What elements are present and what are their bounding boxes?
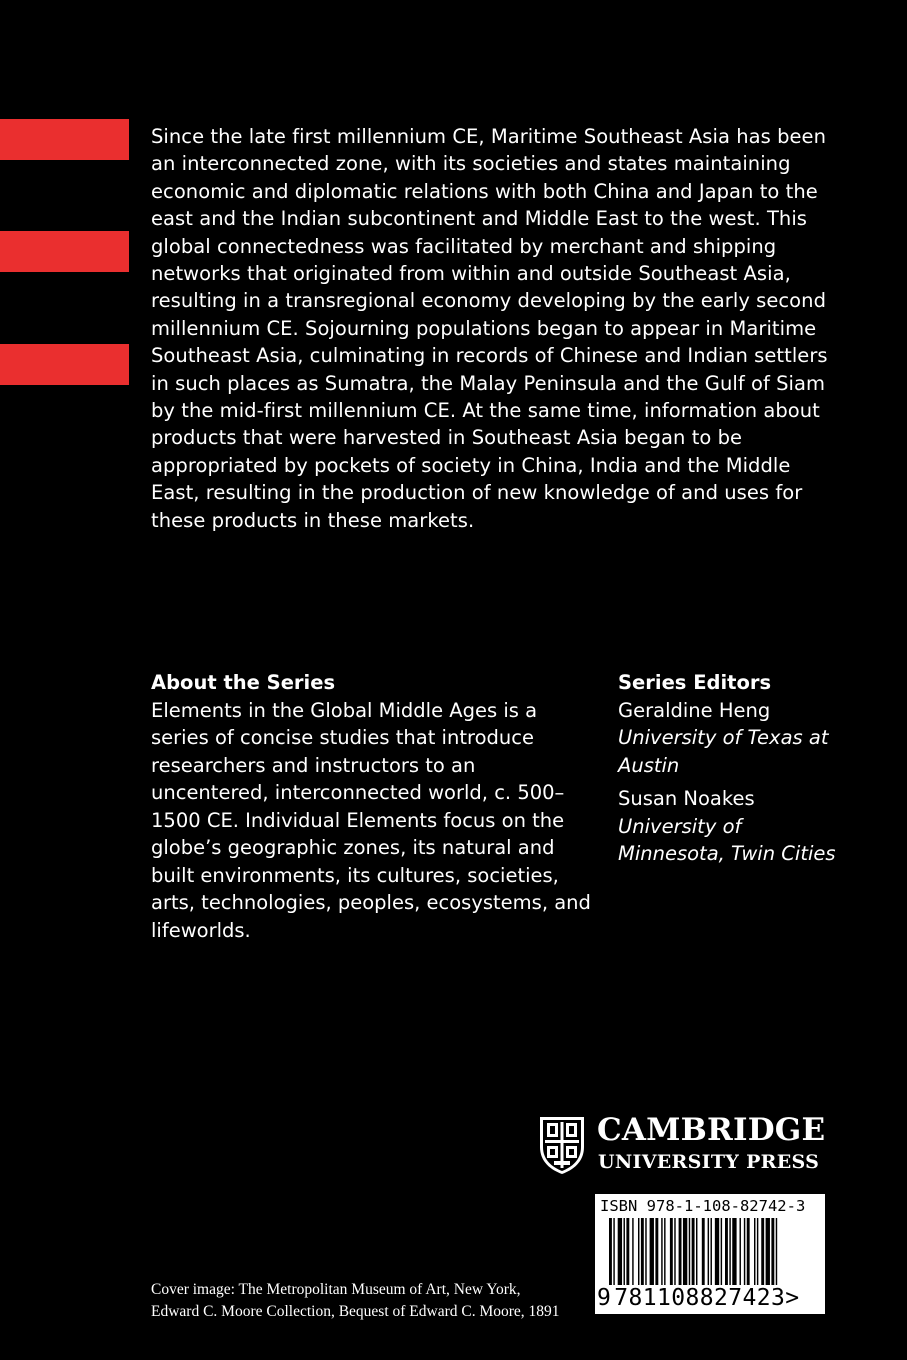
series-editors-heading: Series Editors: [618, 671, 772, 694]
publisher-subtitle: UNIVERSITY PRESS: [598, 1151, 820, 1173]
barcode-bar: [632, 1218, 633, 1288]
editor-affiliation: University of Texas at Austin: [618, 726, 829, 777]
book-blurb: Since the late first millennium CE, Maritime Southeast Asia has been an interconnected zone, with its societies and states maintaining economic and diplomatic relations with both China and Japan to the east and the Indian subcontinent and Middle East to the west. This global connectedness was facilitated by merchant and shipping networks that originated from within and outside Southeast Asia, resulting in a transregional economy developing by the early second millennium CE. Sojourning populations began to appear in Maritime Southeast Asia, culminating in records of Chinese and Indian settlers in such places as Sumatra, the Malay Peninsula and the Gulf of Siam by the mid-first millennium CE. At the same time, information about products that were harvested in Southeast Asia began to be appropriated by pockets of society in China, India and the Middle East, resulting in the production of new knowledge of and uses for these products in these markets.: [151, 125, 828, 532]
barcode-bar: [708, 1218, 709, 1288]
barcode-bar: [650, 1218, 654, 1288]
isbn-barcode: [595, 1194, 825, 1314]
barcode-digit-group-right: 827423: [699, 1285, 786, 1311]
barcode-bar: [664, 1218, 665, 1288]
cover-credit: [151, 1279, 581, 1323]
barcode-bar: [725, 1218, 728, 1288]
cambridge-logo: [536, 1110, 836, 1178]
barcode-bar: [638, 1218, 639, 1288]
barcode-bar: [744, 1218, 745, 1288]
barcode-bar: [740, 1218, 741, 1288]
barcode-bar: [771, 1218, 774, 1288]
barcode-digit-prefix: 9: [597, 1285, 614, 1311]
barcode-bar: [757, 1218, 758, 1288]
barcode-bar: [761, 1218, 764, 1288]
barcode-bar: [674, 1218, 675, 1288]
barcode-bar: [754, 1218, 755, 1288]
barcode-digits: [597, 1284, 799, 1312]
barcode-digit-group-left: 781108: [614, 1285, 700, 1311]
cambridge-crest-icon: [538, 1115, 586, 1175]
accent-bar-top: [0, 119, 129, 160]
barcode-bar: [626, 1218, 629, 1288]
series-editors-section: [618, 669, 838, 868]
editor-entry: [618, 697, 838, 780]
accent-bar-bottom: [0, 344, 129, 385]
barcode-bar: [729, 1218, 730, 1288]
editor-affiliation: University of Minnesota, Twin Cities: [618, 814, 836, 865]
barcode-bar: [645, 1218, 646, 1288]
barcode-bar: [670, 1218, 673, 1288]
barcode-bar: [721, 1218, 722, 1288]
barcode-bar: [766, 1218, 770, 1288]
editor-name: Geraldine Heng: [618, 698, 771, 722]
barcode-bar: [683, 1218, 687, 1288]
barcode-digit-end: >: [785, 1285, 800, 1311]
about-series-body: Elements in the Global Middle Ages is a series of concise studies that introduce researchers and instructors to an uncentered, interconnected world, c. 500–1500 CE. Individual Elements focus on the globe’s geographic zones, its natural and built environments, its cultures, societies, arts, technologies, peoples, ecosystems, and lifeworlds.: [151, 698, 591, 942]
barcode-bar: [641, 1218, 644, 1288]
barcode-bar: [679, 1218, 682, 1288]
barcode-bar: [661, 1218, 662, 1288]
cover-credit-line: Edward C. Moore Collection, Bequest of Edward C. Moore, 1891: [151, 1303, 560, 1320]
barcode-bar: [624, 1218, 625, 1288]
accent-bar-middle: [0, 231, 129, 272]
barcode-bar: [711, 1218, 712, 1288]
cover-credit-line: Cover image: The Metropolitan Museum of Art, New York,: [151, 1281, 521, 1298]
barcode-bar: [747, 1218, 750, 1288]
publisher-name: CAMBRIDGE: [597, 1112, 826, 1148]
barcode-bar: [618, 1218, 622, 1288]
about-series-heading: About the Series: [151, 671, 336, 694]
editor-name: Susan Noakes: [618, 787, 755, 810]
about-series-section: [151, 669, 591, 944]
barcode-bar: [689, 1218, 690, 1288]
barcode-bar: [732, 1218, 736, 1288]
barcode-bar: [655, 1218, 658, 1288]
editor-entry: [618, 785, 838, 868]
isbn-label: ISBN 978-1-108-82742-3: [600, 1197, 806, 1215]
barcode-bar: [715, 1218, 719, 1288]
barcode-bar: [702, 1218, 705, 1288]
